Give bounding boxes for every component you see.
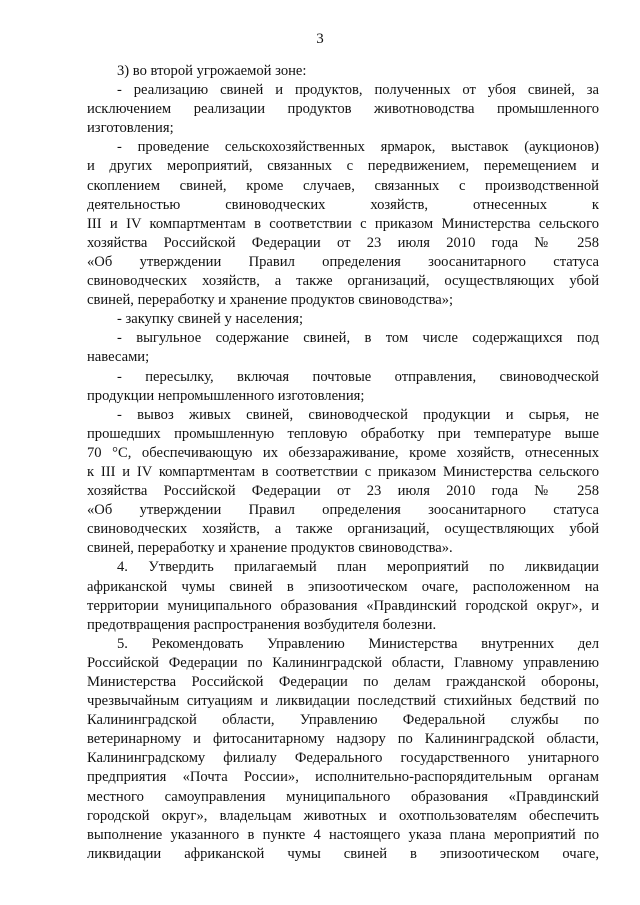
text-line: «Об утверждении Правил определения зоосанитарного статуса [87, 253, 599, 270]
text-line: предотвращения распространения возбудителя болезни. [87, 616, 437, 633]
text-line: - закупку свиней у населения; [117, 311, 304, 328]
text-line: ветеринарному и фитосанитарному надзору по Калининградской области, [87, 731, 599, 748]
text-line: - вывоз живых свиней, свиноводческой продукции и сырья, не [117, 406, 599, 423]
text-line: свиней, переработку и хранение продуктов свиноводства». [87, 540, 453, 557]
text-line: к III и IV компартментам в соответствии с приказом Министерства сельского [87, 463, 599, 480]
text-line: свиней, переработку и хранение продуктов свиноводства»; [87, 292, 454, 309]
text-line: - проведение сельскохозяйственных ярмарок, выставок (аукционов) [117, 139, 599, 156]
text-line: Калининградскому филиалу Федерального государственного унитарного [87, 750, 599, 767]
text-line: территории муниципального образования «Правдинский городской округ», и [87, 597, 599, 614]
text-line: прошедших промышленную тепловую обработку при температуре выше [87, 425, 599, 442]
text-line: африканской чумы свиней в эпизоотическом очаге, расположенном на [87, 578, 599, 595]
text-line: хозяйства Российской Федерации от 23 июля 2010 года № 258 [87, 234, 599, 251]
text-line: - реализацию свиней и продуктов, полученных от убоя свиней, за [117, 82, 599, 99]
document-body [87, 62, 599, 864]
text-line: свиноводческих хозяйств, а также организаций, осуществляющих убой [87, 273, 599, 290]
text-line: и других мероприятий, связанных с передвижением, перемещением и [87, 158, 599, 175]
text-line: Калининградской области, Управлению Федеральной службы по [87, 712, 599, 729]
page-number: 3 [316, 31, 324, 47]
text-line: «Об утверждении Правил определения зоосанитарного статуса [87, 502, 599, 519]
text-line: изготовления; [87, 120, 174, 137]
text-line: свиноводческих хозяйств, а также организаций, осуществляющих убой [87, 521, 599, 538]
text-line: выполнение указанного в пункте 4 настоящего указа плана мероприятий по [87, 826, 599, 843]
text-line: городской округ», владельцам животных и охотпользователям обеспечить [87, 807, 599, 824]
text-line: - пересылку, включая почтовые отправления, свиноводческой [117, 368, 599, 385]
text-line: навесами; [87, 349, 150, 366]
text-line: предприятия «Почта России», исполнительно-распорядительным органам [87, 769, 599, 786]
text-line: исключением реализации продуктов животноводства промышленного [87, 101, 599, 118]
text-line: III и IV компартментам в соответствии с приказом Министерства сельского [87, 215, 599, 232]
text-line: чрезвычайным ситуациям и ликвидации последствий стихийных бедствий по [87, 693, 599, 710]
text-line: Министерства Российской Федерации по делам гражданской обороны, [87, 674, 599, 690]
text-line: - выгульное содержание свиней, в том числе содержащихся под [117, 330, 599, 347]
text-line: хозяйства Российской Федерации от 23 июля 2010 года № 258 [87, 483, 599, 500]
text-line: 3) во второй угрожаемой зоне: [117, 63, 307, 79]
text-line: деятельностью свиноводческих хозяйств, отнесенных к [87, 196, 599, 213]
text-line: скоплением свиней, кроме случаев, связанных с производственной [87, 177, 599, 194]
text-line: местного самоуправления муниципального образования «Правдинский [87, 788, 599, 805]
text-line: продукции непромышленного изготовления; [87, 387, 365, 404]
text-line: ликвидации африканской чумы свиней в эпизоотическом очаге, [87, 845, 599, 862]
text-line: 5. Рекомендовать Управлению Министерства внутренних дел [117, 635, 599, 652]
text-line: Российской Федерации по Калининградской области, Главному управлению [87, 654, 599, 671]
text-line: 4. Утвердить прилагаемый план мероприятий по ликвидации [117, 559, 599, 576]
text-line: 70 °С, обеспечивающую их обеззараживание, кроме хозяйств, отнесенных [87, 444, 599, 461]
